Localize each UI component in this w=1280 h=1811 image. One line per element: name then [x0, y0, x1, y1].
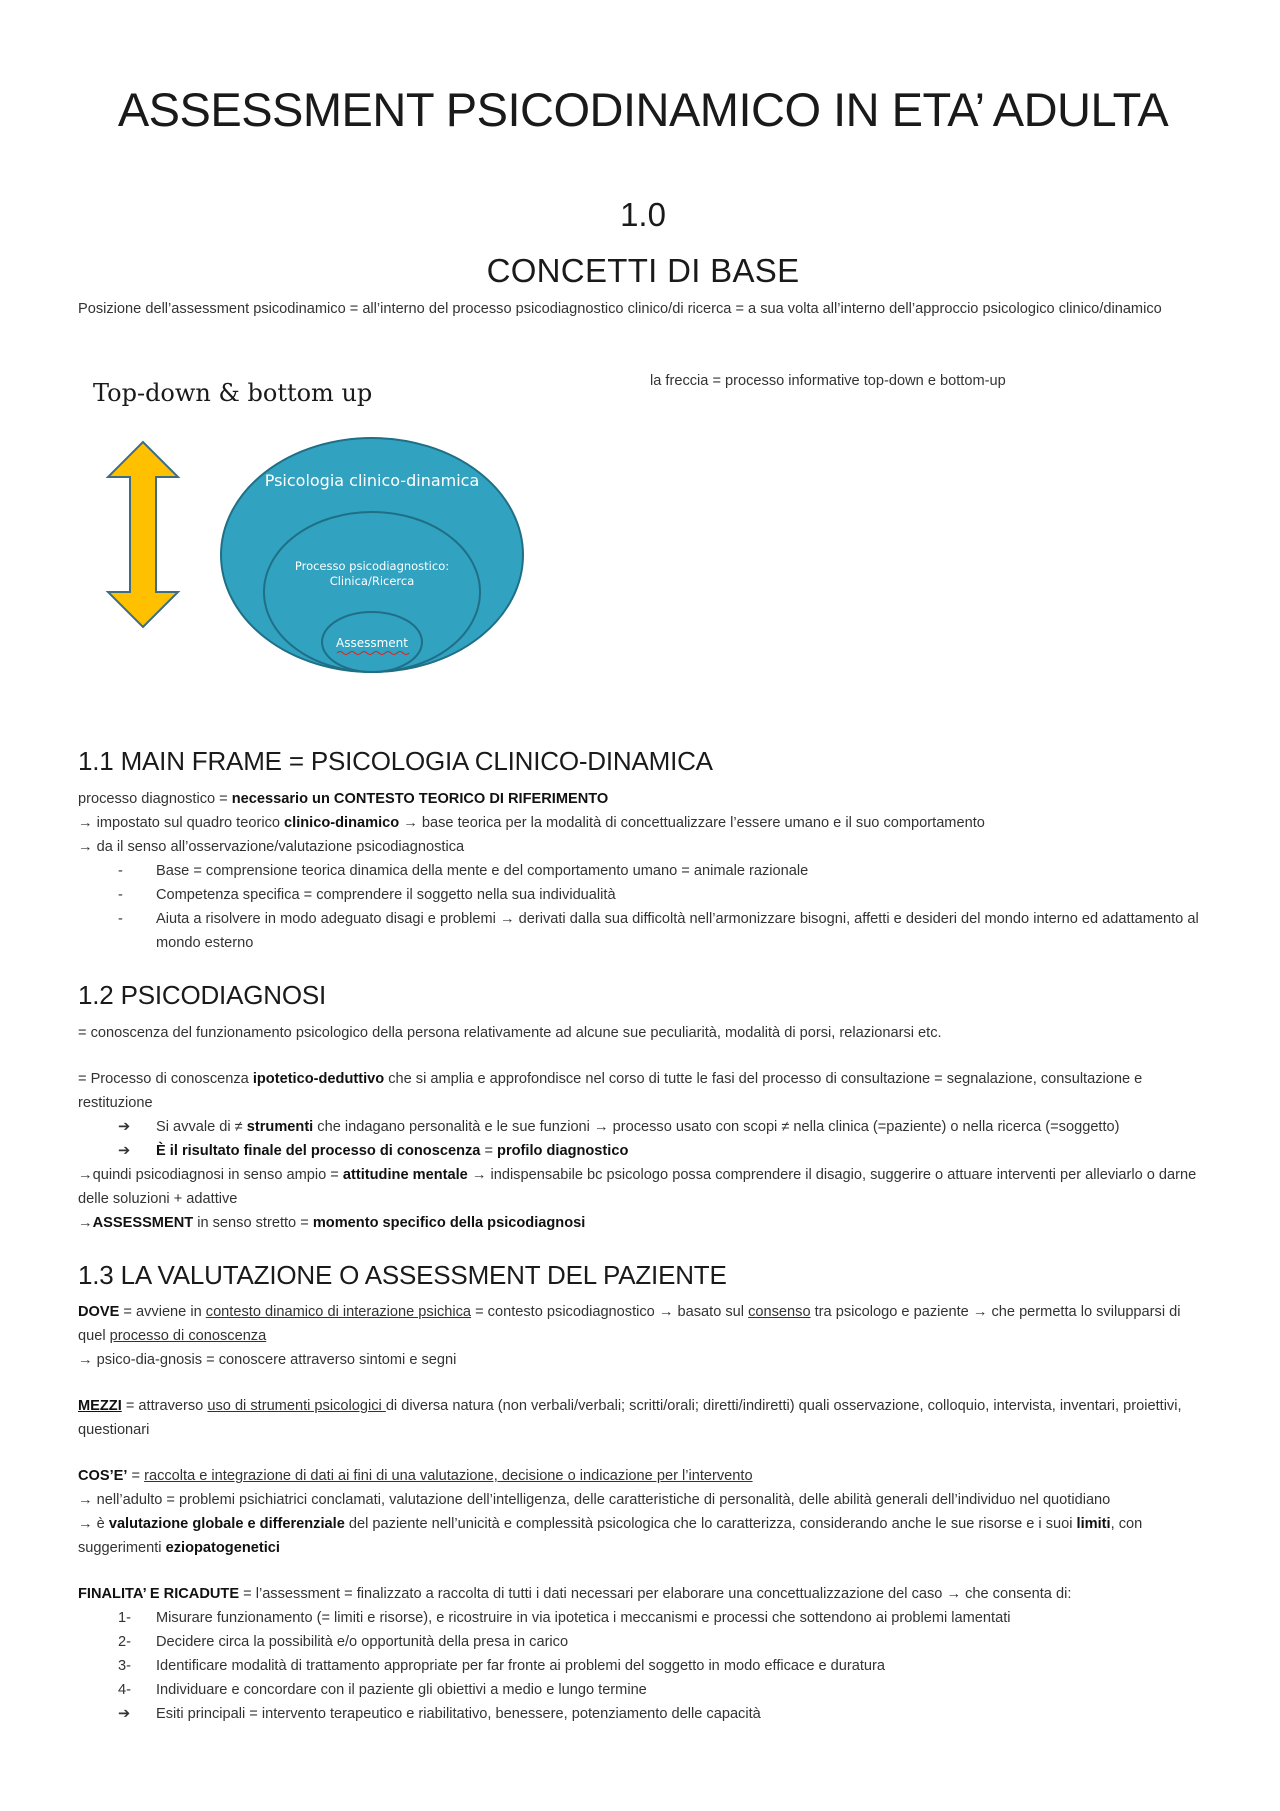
list-item: - Competenza specifica = comprendere il soggetto nella sua individualità — [118, 887, 616, 903]
mezzi-paragraph: MEZZI = attraverso uso di strumenti psicologici di diversa natura (non verbali/verbali; scritti/orali; diretti/indiretti) quali osservazione, colloquio, intervista, inventari, proiettivi, questionari — [78, 1398, 1182, 1438]
arrow-item: ➔ Si avvale di ≠ strumenti che indagano personalità e le sue funzioni → processo usato con scopi ≠ nella clinica (=paziente) o nella ricerca (=soggetto) — [118, 1119, 1120, 1135]
list-item: - Base = comprensione teorica dinamica della mente e del comportamento umano = animale razionale — [118, 863, 809, 879]
s12-paragraph-4: →ASSESSMENT in senso stretto = momento specifico della psicodiagnosi — [78, 1215, 586, 1231]
s11-line3: → da il senso all’osservazione/valutazione psicodiagnostica — [78, 839, 465, 855]
intro-paragraph: Posizione dell’assessment psicodinamico = all’interno del processo psicodiagnostico clinico/di ricerca = a sua volta all’interno dell’approccio psicologico clinico/dinamico — [78, 301, 1162, 317]
s11-line2: → impostato sul quadro teorico clinico-dinamico → base teorica per la modalità di concettualizzare l’essere umano e il suo comportamento — [78, 815, 985, 831]
list-item: 1- Misurare funzionamento (= limiti e risorse), e ricostruire in via ipotetica i meccanismi e processi che sottendono ai problemi lamentati — [118, 1610, 1011, 1626]
cose-line-2: → nell’adulto = problemi psichiatrici conclamati, valutazione dell’intelligenza, delle caratteristiche di personalità, delle abilità generali dell’individuo nel quotidiano — [78, 1492, 1111, 1508]
inner-ellipse-label: Assessment — [336, 636, 408, 650]
s12-paragraph-3: →quindi psicodiagnosi in senso ampio = attitudine mentale → indispensabile bc psicologo possa comprendere il disagio, suggerire o attuare interventi per alleviarlo o darne delle soluzioni + adattive — [78, 1167, 1197, 1207]
section-1-3-heading: 1.3 LA VALUTAZIONE O ASSESSMENT DEL PAZIENTE — [78, 1260, 727, 1290]
section-1-1-heading: 1.1 MAIN FRAME = PSICOLOGIA CLINICO-DINAMICA — [78, 746, 713, 776]
s12-paragraph-1: = conoscenza del funzionamento psicologico della persona relativamente ad alcune sue peculiarità, modalità di porsi, relazionarsi etc. — [78, 1025, 942, 1041]
chapter-title: CONCETTI DI BASE — [486, 252, 800, 289]
section-1-1-body — [78, 787, 1208, 955]
dove-paragraph: DOVE = avviene in contesto dinamico di interazione psichica = contesto psicodiagnostico → basato sul consenso tra psicologo e paziente → che permetta lo svilupparsi di quel processo di conoscenza — [78, 1304, 1181, 1344]
s12-paragraph-2: = Processo di conoscenza ipotetico-deduttivo che si amplia e approfondisce nel corso di tutte le fasi del processo di consultazione = segnalazione, consultazione e restituzione — [78, 1071, 1143, 1111]
diagram-caption: la freccia = processo informative top-down e bottom-up — [650, 373, 1006, 389]
section-1-2-body — [78, 1021, 1208, 1235]
arrow-item: ➔ È il risultato finale del processo di conoscenza = profilo diagnostico — [118, 1143, 629, 1159]
cose-paragraph: COS’E’ = raccolta e integrazione di dati ai fini di una valutazione, decisione o indicazione per l’intervento — [78, 1468, 753, 1484]
section-1-2-heading: 1.2 PSICODIAGNOSI — [78, 980, 327, 1010]
list-item: 4- Individuare e concordare con il paziente gli obiettivi a medio e lungo termine — [118, 1682, 647, 1698]
finalita-paragraph: FINALITA’ E RICADUTE = l’assessment = finalizzato a raccolta di tutti i dati necessari per elaborare una concettualizzazione del caso → che consenta di: — [78, 1586, 1072, 1602]
double-arrow-icon — [108, 442, 178, 627]
s11-line1: processo diagnostico = necessario un CONTESTO TEORICO DI RIFERIMENTO — [78, 791, 609, 807]
list-item: 3- Identificare modalità di trattamento appropriate per far fronte ai problemi del soggetto in modo efficace e duratura — [118, 1658, 886, 1674]
middle-ellipse-label-2: Clinica/Ricerca — [329, 574, 415, 588]
middle-ellipse-label-1: Processo psicodiagnostico: — [294, 559, 450, 573]
cose-line-3: → è valutazione globale e differenziale del paziente nell’unicità e complessità psicologica che lo caratterizza, considerando anche le sue risorse e i suoi limiti, con suggerimenti eziopatogenetici — [78, 1516, 1143, 1556]
document-title: ASSESSMENT PSICODINAMICO IN ETA’ ADULTA — [117, 83, 1169, 136]
diagram-svg — [78, 372, 638, 702]
diagram-title: Top-down & bottom up — [93, 379, 373, 407]
list-item: ➔ Esiti principali = intervento terapeutico e riabilitativo, benessere, potenziamento delle capacità — [118, 1706, 761, 1722]
list-item: - Aiuta a risolvere in modo adeguato disagi e problemi → derivati dalla sua difficoltà nell’armonizzare bisogni, affetti e desideri del mondo interno ed adattamento al mondo esterno — [118, 911, 1199, 951]
dove-line-2: → psico-dia-gnosis = conoscere attraverso sintomi e segni — [78, 1352, 457, 1368]
list-item: 2- Decidere circa la possibilità e/o opportunità della presa in carico — [118, 1634, 569, 1650]
section-1-3-body — [78, 1300, 1208, 1726]
chapter-number: 1.0 — [620, 196, 666, 233]
top-down-bottom-up-diagram — [78, 372, 638, 702]
outer-ellipse-label: Psicologia clinico-dinamica — [264, 471, 480, 490]
